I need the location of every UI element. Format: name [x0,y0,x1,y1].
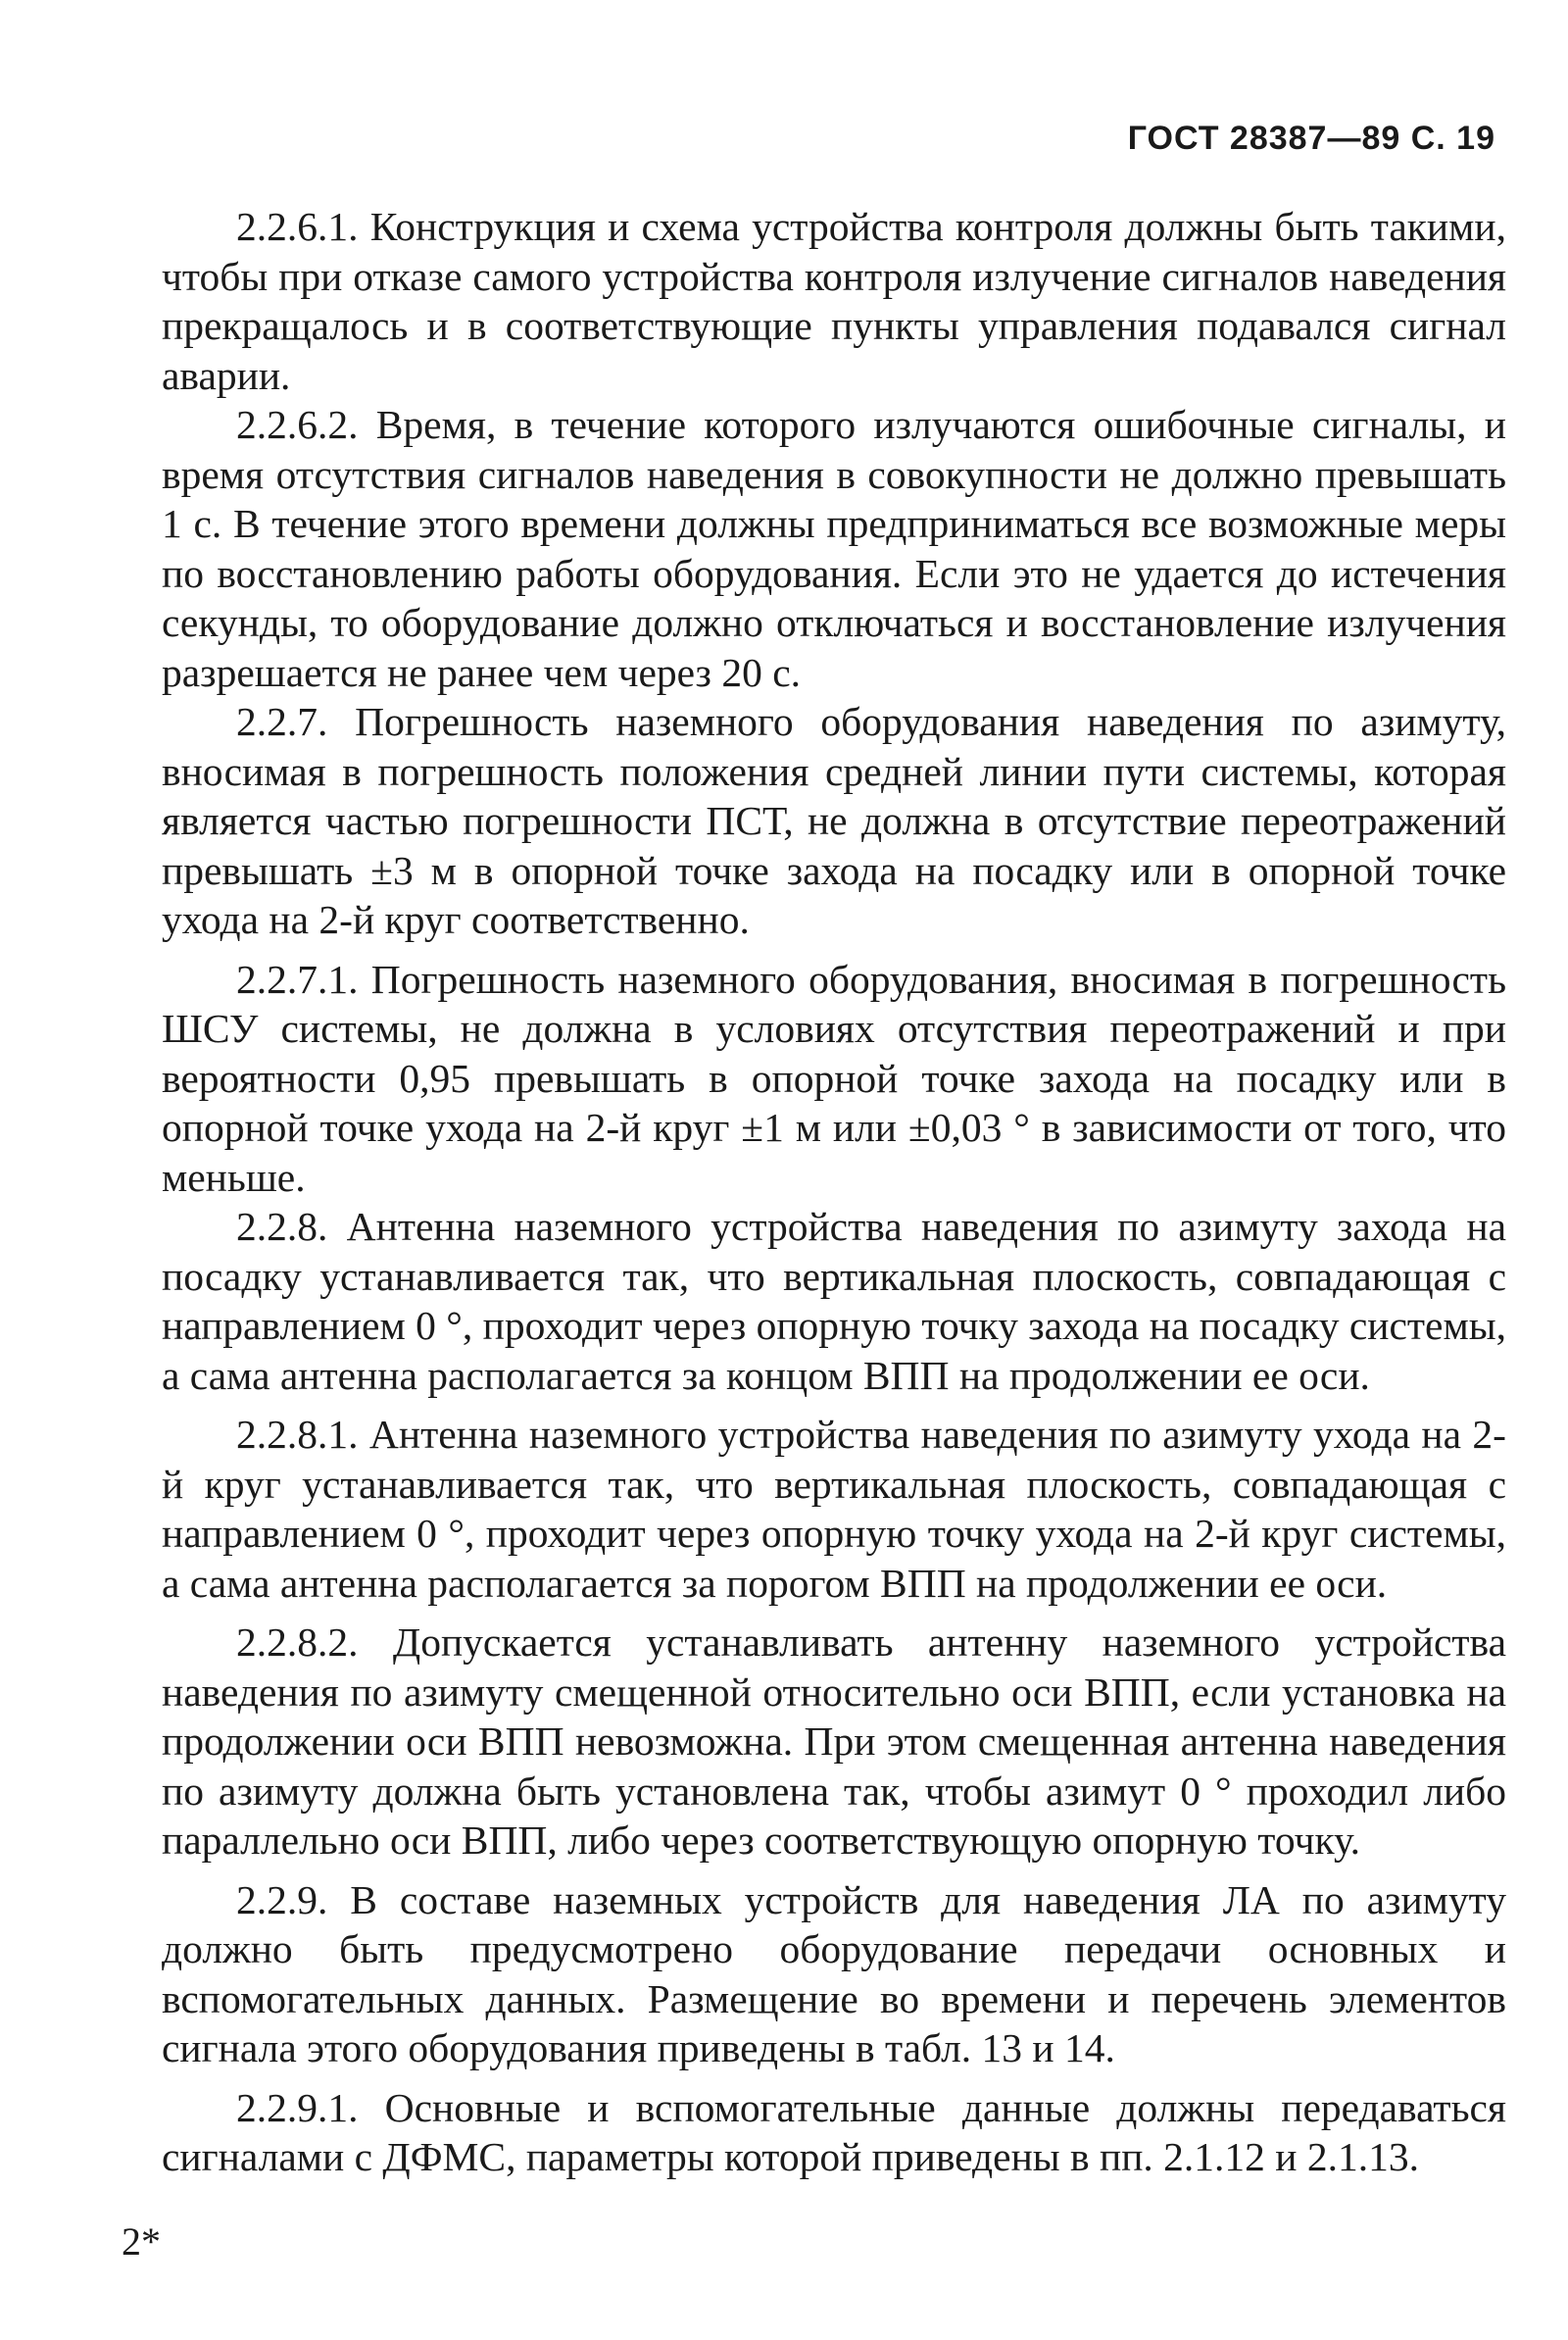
paragraph-2-2-8: 2.2.8. Антенна наземного устройства наведения по азимуту захода на посадку устанавливается так, что вертикальная плоскость, совпадающая с направлением 0 °, проходит через опорную точку захода на посадку системы, а сама антенна располагается за концом ВПП на продолжении ее оси. [162,1204,1506,1398]
paragraph-2-2-7-1: 2.2.7.1. Погрешность наземного оборудования, вносимая в погрешность ШСУ системы, не должна в условиях отсутствия переотражений и при вероятности 0,95 превышать в опорной точке захода на посадку или в опорной точке ухода на 2-й круг ±1 м или ±0,03 ° в зависимости от того, что меньше. [162,956,1506,1200]
paragraph-2-2-6-2: 2.2.6.2. Время, в течение которого излучаются ошибочные сигналы, и время отсутствия сигналов наведения в совокупности не должно превышать 1 с. В течение этого времени должны предприниматься все возможные меры по восстановлению работы оборудования. Если это не удается до истечения секунды, то оборудование должно отключаться и восстановление излучения разрешается не ранее чем через 20 с. [162,402,1506,695]
page-header: ГОСТ 28387—89 С. 19 [1127,120,1495,157]
paragraph-2-2-8-1: 2.2.8.1. Антенна наземного устройства наведения по азимуту ухода на 2-й круг устанавливается так, что вертикальная плоскость, совпадающая с направлением 0 °, проходит через опорную точку ухода на 2-й круг системы, а сама антенна располагается за порогом ВПП на продолжении ее оси. [162,1412,1506,1606]
paragraph-2-2-9: 2.2.9. В составе наземных устройств для наведения ЛА по азимуту должно быть предусмотрено оборудование передачи основных и вспомогательных данных. Размещение во времени и перечень элементов сигнала этого оборудования приведены в табл. 13 и 14. [162,1876,1506,2070]
paragraph-2-2-7: 2.2.7. Погрешность наземного оборудования наведения по азимуту, вносимая в погрешность положения средней линии пути системы, которая является частью погрешности ПСТ, не должна в отсутствие переотражений превышать ±3 м в опорной точке захода на посадку или в опорной точке ухода на 2-й круг соответственно. [162,699,1506,942]
paragraph-2-2-9-1: 2.2.9.1. Основные и вспомогательные данные должны передаваться сигналами с ДФМС, параметры которой приведены в пп. 2.1.12 и 2.1.13. [162,2084,1506,2179]
paragraph-2-2-6-1: 2.2.6.1. Конструкция и схема устройства контроля должны быть такими, чтобы при отказе самого устройства контроля излучение сигналов наведения прекращалось и в соответствующие пункты управления подавался сигнал аварии. [162,204,1506,398]
page-footer-mark: 2* [122,2219,161,2264]
paragraph-2-2-8-2: 2.2.8.2. Допускается устанавливать антенну наземного устройства наведения по азимуту смещенной относительно оси ВПП, если установка на продолжении оси ВПП невозможна. При этом смещенная антенна наведения по азимуту должна быть установлена так, чтобы азимут 0 ° проходил либо параллельно оси ВПП, либо через соответствующую опорную точку. [162,1619,1506,1863]
document-body [162,202,1506,2182]
